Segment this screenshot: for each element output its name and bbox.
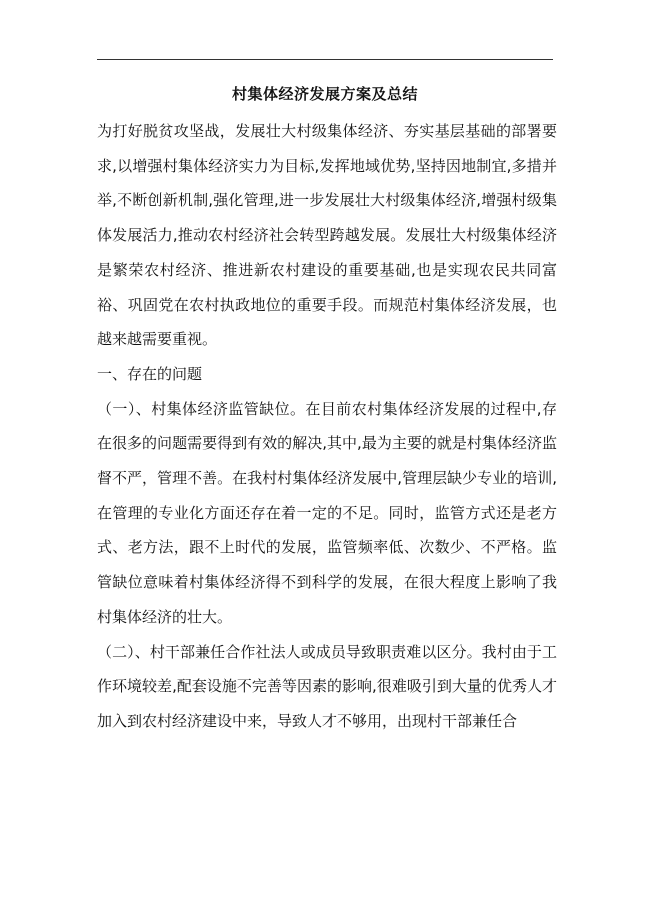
header-rule xyxy=(97,59,553,60)
section-heading-problems: 一、存在的问题 xyxy=(97,364,203,383)
document-title: 村集体经济发展方案及总结 xyxy=(231,85,418,103)
problem-two-paragraph: （二）、村干部兼任合作社法人或成员导致职责难以区分。我村由于工作环境较差,配套设施不完善等因素的影响,很难吸引到大量的优秀人才加入到农村经济建设中来，导致人才不够用，出现村干部兼任合 xyxy=(97,642,557,730)
document-body xyxy=(97,114,557,739)
intro-paragraph: 为打好脱贫攻坚战，发展壮大村级集体经济、夯实基层基础的部署要求,以增强村集体经济实力为目标,发挥地域优势,坚持因地制宜,多措并举,不断创新机制,强化管理,进一步发展壮大村级集体经济,增强村级集体发展活力,推动农村经济社会转型跨越发展。发展壮大村级集体经济是繁荣农村经济、推进新农村建设的重要基础,也是实现农民共同富裕、巩固党在农村执政地位的重要手段。而规范村集体经济发展，也越来越需要重视。 xyxy=(97,122,557,349)
problem-one-paragraph: （一）、村集体经济监管缺位。在目前农村集体经济发展的过程中,存在很多的问题需要得到有效的解决,其中,最为主要的就是村集体经济监督不严，管理不善。在我村村集体经济发展中,管理层缺少专业的培训,在管理的专业化方面还存在着一定的不足。同时，监管方式还是老方式、老方法，跟不上时代的发展，监管频率低、次数少、不严格。监管缺位意味着村集体经济得不到科学的发展，在很大程度上影响了我村集体经济的壮大。 xyxy=(97,399,557,626)
